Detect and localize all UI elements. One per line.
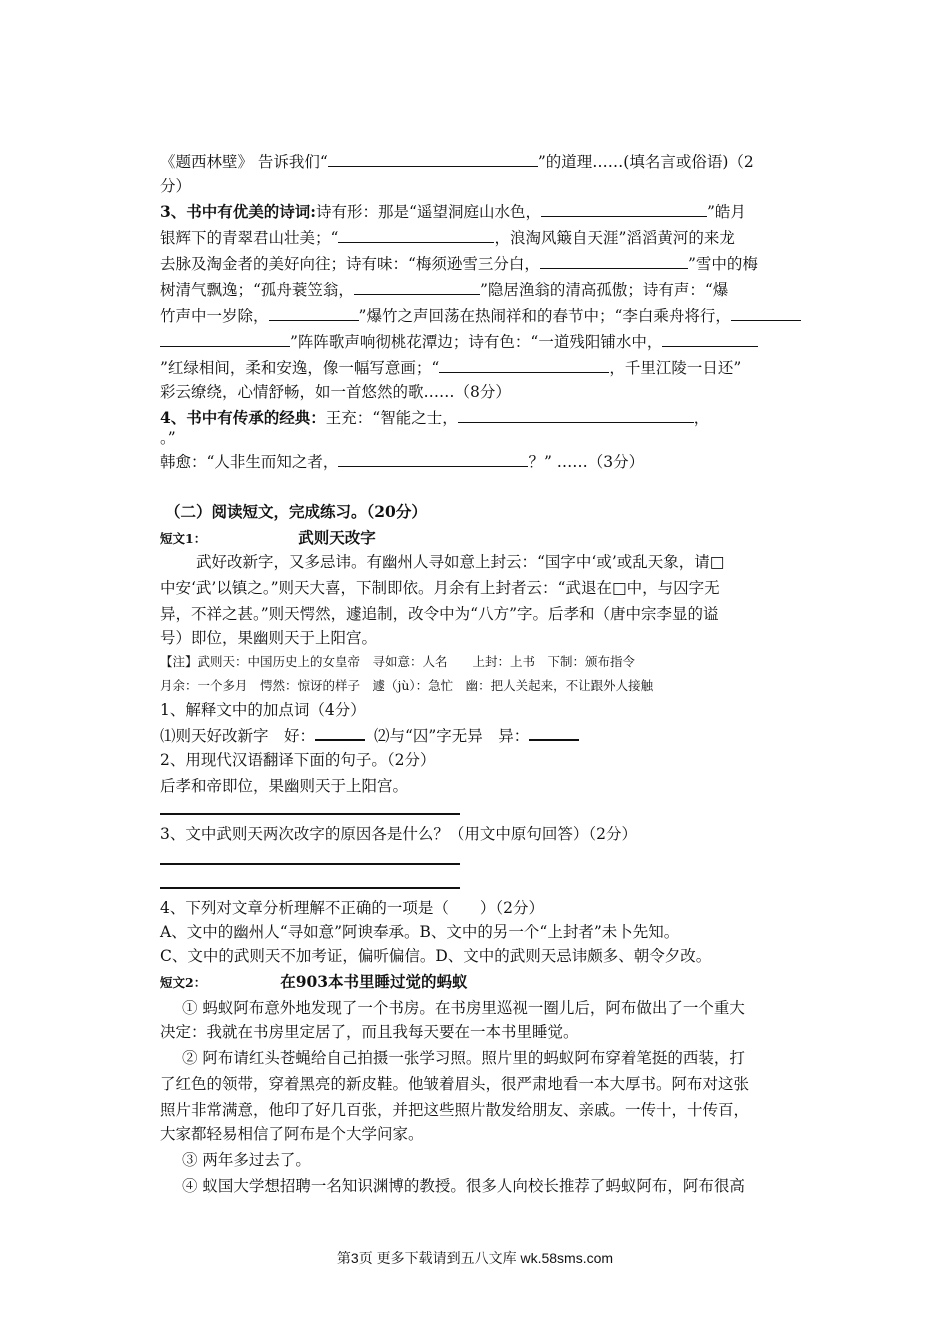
question-3: 3、书中有优美的诗词:诗有形：那是“遥望洞庭山水色， ”皓月 [160,202,746,221]
answer-blank[interactable] [160,332,290,347]
answer-blank[interactable] [439,358,609,373]
answer-blank[interactable] [540,254,688,269]
text-1-paragraph-line: 武好改新字，又多忌讳。有幽州人寻如意上封云：“国字中‘或’或乱天象，请□ [196,553,725,571]
answer-blank[interactable] [458,408,694,423]
question-4-line: 韩愈：“人非生而知之者， ？” ……（3分） [160,453,645,471]
page-footer: 第3页 更多下载请到五八文库 wk.58sms.com [336,1250,614,1266]
answer-line[interactable] [160,863,460,865]
answer-blank[interactable] [354,280,480,295]
question-4-line: 。” [160,429,176,447]
answer-blank[interactable] [529,725,579,741]
text-2-paragraph-line: ① 蚂蚁阿布意外地发现了一个书房。在书房里巡视一圈儿后，阿布做出了一个重大 [182,999,745,1017]
question-3-line: 银辉下的青翠君山壮美；“ ，浪淘风簸自天涯”滔滔黄河的来龙 [160,229,735,247]
annotation-note: 【注】武则天：中国历史上的女皇帝 寻如意：人名 上封：上书 下制：颁布指令 [160,654,636,669]
text-2-paragraph-line: ② 阿布请红头苍蝇给自己拍摄一张学习照。照片里的蚂蚁阿布穿着笔挺的西装，打 [182,1049,745,1067]
question-4: 4、书中有传承的经典：王充：“智能之士， ， [160,408,710,427]
line-tixilinbi: 《题西林壁》 告诉我们“ ”的道理……(填名言或俗语)（2 [160,153,754,171]
text-2-paragraph-line: 大家都轻易相信了阿布是个大学问家。 [160,1125,424,1143]
exercise-2: 2、用现代汉语翻译下面的句子。（2分） [160,751,436,769]
text-2-paragraph-line: ④ 蚁国大学想招聘一名知识渊博的教授。很多人向校长推荐了蚂蚁阿布，阿布很高 [182,1177,745,1195]
exercise-4-options: C、文中的武则天不加考证，偏听偏信。D、文中的武则天忌讳颇多、朝令夕改。 [160,947,712,965]
exercise-3: 3、文中武则天两次改字的原因各是什么？（用文中原句回答）（2分） [160,825,637,843]
text-1-header: 短文1： 武则天改字 [160,528,376,547]
question-3-line: 去脉及淘金者的美好向往；诗有味：“梅须逊雪三分白， ”雪中的梅 [160,255,758,273]
section-2-heading: （二）阅读短文，完成练习。（20分） [165,502,427,521]
question-3-line: 彩云缭绕，心情舒畅，如一首悠然的歌……（8分） [160,383,511,401]
answer-blank[interactable] [338,452,528,467]
exercise-4: 4、下列对文章分析理解不正确的一项是（ ）（2分） [160,899,544,917]
answer-blank[interactable] [328,152,538,167]
text-2-paragraph-line: 照片非常满意，他印了好几百张，并把这些照片散发给朋友、亲戚。一传十，十传百， [160,1101,750,1119]
text-2-paragraph-line: 决定：我就在书房里定居了，而且我每天要在一本书里睡觉。 [160,1023,579,1041]
exercise-1: 1、解释文中的加点词（4分） [160,701,366,719]
question-3-line: 竹声中一岁除， ”爆竹之声回荡在热闹祥和的春节中；“李白乘舟将行， [160,304,801,328]
exercise-1-items: ⑴则天好改新字 好： ⑵与“囚”字无异 异： [160,724,579,748]
question-3-line: 树清气飘逸；“孤舟蓑笠翁， ”隐居渔翁的清高孤傲；诗有声：“爆 [160,281,729,299]
line-score: 分） [160,177,192,195]
text-1-paragraph-line: 异，不祥之甚。”则天愕然，遽追制，改令中为“八方”字。后孝和（唐中宗李显的谥 [160,605,719,623]
exercise-2-sentence: 后孝和帝即位，果幽则天于上阳宫。 [160,777,409,795]
answer-blank[interactable] [731,306,801,321]
answer-blank[interactable] [269,306,359,321]
text-1-paragraph-line: 中安‘武’以镇之。”则天大喜，下制即依。月余有上封者云：“武退在□中，与囚字无 [160,579,720,597]
answer-blank[interactable] [541,202,707,217]
answer-blank[interactable] [338,228,494,243]
answer-line[interactable] [160,887,460,889]
answer-blank[interactable] [662,332,758,347]
exercise-4-options: A、文中的幽州人“寻如意”阿谀奉承。B、文中的另一个“上封者”未卜先知。 [160,923,680,941]
text-2-paragraph-line: 了红色的领带，穿着黑亮的新皮鞋。他皱着眉头，很严肃地看一本大厚书。阿布对这张 [160,1075,750,1093]
annotation-note: 月余：一个多月 愕然：惊讶的样子 遽（jù）：急忙 幽：把人关起来，不让跟外人接触 [160,678,654,693]
text-2-header: 短文2： 在903本书里睡过觉的蚂蚁 [160,972,468,991]
text-1-paragraph-line: 号）即位，果幽则天于上阳宫。 [160,629,378,647]
question-3-line: ”红绿相间，柔和安逸，像一幅写意画；“ ，千里江陵一日还” [160,359,742,377]
text-2-paragraph-line: ③ 两年多过去了。 [182,1151,311,1169]
answer-line[interactable] [160,813,460,815]
answer-blank[interactable] [315,725,365,741]
question-3-line: ”阵阵歌声响彻桃花潭边；诗有色：“一道残阳铺水中， [160,330,758,354]
